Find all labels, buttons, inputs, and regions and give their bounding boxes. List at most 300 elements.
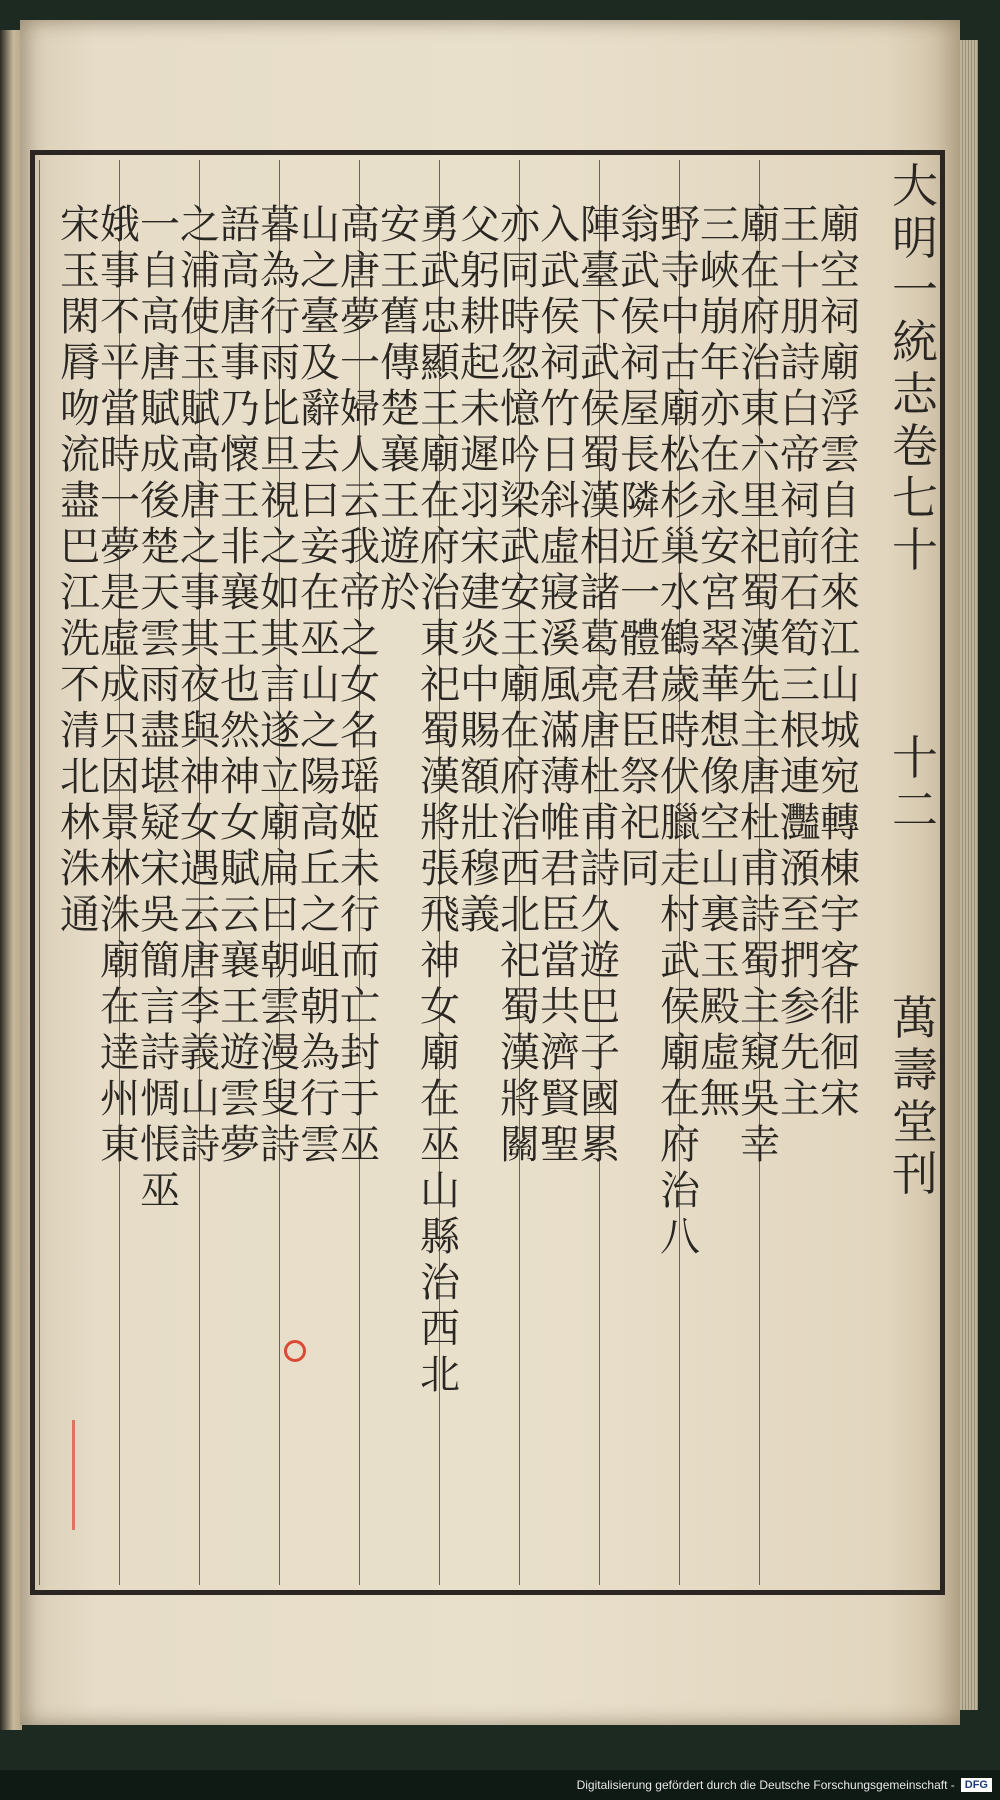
text-char: 天 — [140, 570, 180, 616]
text-char: 詩 — [780, 340, 820, 386]
text-char: 宋 — [60, 202, 100, 248]
text-char: 也 — [220, 662, 260, 708]
text-char: 其 — [180, 616, 220, 662]
text-char: 言 — [260, 662, 300, 708]
text-char: 朝 — [300, 984, 340, 1030]
text-char: 與 — [180, 708, 220, 754]
text-char: 溪 — [540, 616, 580, 662]
text-char: 白 — [780, 386, 820, 432]
text-char: 廟 — [500, 662, 540, 708]
text-char: 宋 — [820, 1076, 860, 1122]
text-char: 入 — [540, 202, 580, 248]
text-char: 洙 — [100, 892, 140, 938]
text-char: 建 — [460, 570, 500, 616]
text-char: 主 — [740, 984, 780, 1030]
text-char: 吳 — [140, 892, 180, 938]
text-char: 甫 — [580, 800, 620, 846]
text-char: 亦 — [500, 202, 540, 248]
text-char: 君 — [540, 846, 580, 892]
text-char: 羽 — [460, 478, 500, 524]
text-char: 下 — [580, 294, 620, 340]
text-char: 北 — [420, 1352, 460, 1398]
text-char: 扁 — [260, 846, 300, 892]
text-char: 之 — [180, 202, 220, 248]
text-char: 年 — [700, 340, 740, 386]
text-char: 筍 — [780, 616, 820, 662]
text-char: 雲 — [220, 1076, 260, 1122]
text-char: 我 — [340, 524, 380, 570]
text-char: 客 — [820, 938, 860, 984]
text-char: 一 — [100, 478, 140, 524]
text-char: 疑 — [140, 800, 180, 846]
text-char: 共 — [540, 984, 580, 1030]
text-char: 賦 — [140, 386, 180, 432]
text-char: 一 — [620, 570, 660, 616]
text-char: 立 — [260, 754, 300, 800]
text-char: 使 — [180, 294, 220, 340]
text-char: 舊 — [380, 294, 420, 340]
margin-char: 明 — [892, 211, 938, 265]
text-char: 幸 — [740, 1122, 780, 1168]
text-char: 女 — [420, 984, 460, 1030]
text-char: 走 — [660, 846, 700, 892]
text-char: 武 — [540, 248, 580, 294]
text-char: 云 — [220, 892, 260, 938]
text-char: 唐 — [340, 248, 380, 294]
text-char: 夢 — [100, 524, 140, 570]
text-char: 亡 — [340, 984, 380, 1030]
text-char: 行 — [300, 1076, 340, 1122]
text-char: 先 — [740, 662, 780, 708]
text-char: 唐 — [180, 478, 220, 524]
text-char: 臺 — [300, 294, 340, 340]
text-char: 徘 — [820, 984, 860, 1030]
text-char: 宋 — [460, 524, 500, 570]
text-char: 之 — [300, 892, 340, 938]
text-char: 唐 — [140, 340, 180, 386]
text-char: 祠 — [620, 340, 660, 386]
text-char: 高 — [300, 800, 340, 846]
text-char: 在 — [500, 708, 540, 754]
text-char: 甫 — [740, 846, 780, 892]
text-char: 日 — [540, 432, 580, 478]
text-char: 武 — [500, 524, 540, 570]
text-char: 瑶 — [340, 754, 380, 800]
text-char: 子 — [580, 1030, 620, 1076]
text-char: 虛 — [100, 616, 140, 662]
text-char: 叟 — [260, 1076, 300, 1122]
margin-char: 堂 — [892, 1095, 938, 1149]
text-char: 翠 — [700, 616, 740, 662]
text-char: 東 — [740, 386, 780, 432]
text-char: 祀 — [420, 662, 460, 708]
text-char: 祠 — [540, 340, 580, 386]
margin-char: 七 — [892, 471, 938, 525]
text-char: 屋 — [620, 386, 660, 432]
text-char: 曰 — [300, 478, 340, 524]
text-char: 相 — [580, 524, 620, 570]
text-char: 詩 — [740, 892, 780, 938]
text-char: 比 — [260, 386, 300, 432]
text-char: 盡 — [140, 708, 180, 754]
text-char: 宛 — [820, 754, 860, 800]
text-char: 平 — [100, 340, 140, 386]
text-char: 將 — [500, 1076, 540, 1122]
text-char: 逹 — [100, 1030, 140, 1076]
text-char: 賦 — [180, 386, 220, 432]
text-char: 王 — [500, 616, 540, 662]
text-char: 村 — [660, 892, 700, 938]
text-char: 耕 — [460, 294, 500, 340]
text-char: 陽 — [300, 754, 340, 800]
text-char: 寢 — [540, 570, 580, 616]
text-char: 在 — [700, 432, 740, 478]
text-char: 高 — [180, 432, 220, 478]
text-char: 在 — [420, 478, 460, 524]
text-char: 薄 — [540, 754, 580, 800]
text-char: 玉 — [60, 248, 100, 294]
text-char: 雲 — [820, 432, 860, 478]
text-char: 流 — [60, 432, 100, 478]
text-char: 安 — [380, 202, 420, 248]
text-char: 六 — [740, 432, 780, 478]
text-char: 葛 — [580, 616, 620, 662]
text-char: 祭 — [620, 754, 660, 800]
text-char: 浦 — [180, 248, 220, 294]
footer-text: Digitalisierung gefördert durch die Deutsche Forschungsgemeinschaft - — [576, 1778, 955, 1792]
text-char: 云 — [180, 892, 220, 938]
text-char: 人 — [340, 432, 380, 478]
text-char: 自 — [140, 248, 180, 294]
text-char: 行 — [260, 294, 300, 340]
text-char: 祀 — [620, 800, 660, 846]
text-char: 遊 — [220, 1030, 260, 1076]
text-char: 顯 — [420, 340, 460, 386]
text-char: 君 — [620, 662, 660, 708]
text-char: 隣 — [620, 478, 660, 524]
text-char: 將 — [420, 800, 460, 846]
text-char: 虛 — [700, 1030, 740, 1076]
text-char: 忽 — [500, 340, 540, 386]
red-circle-mark — [284, 1340, 306, 1362]
text-char: 炎 — [460, 616, 500, 662]
text-char: 遲 — [460, 432, 500, 478]
text-char: 襄 — [220, 570, 260, 616]
text-char: 東 — [100, 1122, 140, 1168]
text-char: 蜀 — [580, 432, 620, 478]
text-char: 詩 — [180, 1122, 220, 1168]
text-char: 之 — [340, 616, 380, 662]
text-char: 躬 — [460, 248, 500, 294]
text-char: 主 — [780, 1076, 820, 1122]
text-char: 諸 — [580, 570, 620, 616]
text-char: 巢 — [660, 524, 700, 570]
text-char: 吟 — [500, 432, 540, 478]
text-char: 義 — [180, 1030, 220, 1076]
text-char: 乃 — [220, 386, 260, 432]
text-char: 巫 — [140, 1168, 180, 1214]
text-char: 殿 — [700, 984, 740, 1030]
text-char: 轉 — [820, 800, 860, 846]
text-char: 丘 — [300, 846, 340, 892]
text-char: 王 — [780, 202, 820, 248]
text-char: 在 — [420, 1076, 460, 1122]
text-char: 治 — [420, 1260, 460, 1306]
text-char: 州 — [100, 1076, 140, 1122]
text-char: 女 — [180, 800, 220, 846]
text-char: 虛 — [540, 524, 580, 570]
text-char: 像 — [700, 754, 740, 800]
margin-char: 志 — [892, 367, 938, 421]
text-char: 在 — [740, 248, 780, 294]
text-char: 當 — [540, 938, 580, 984]
text-char: 神 — [420, 938, 460, 984]
text-char: 廟 — [820, 340, 860, 386]
dfg-logo: DFG — [961, 1778, 992, 1792]
text-char: 行 — [340, 892, 380, 938]
text-char: 高 — [140, 294, 180, 340]
text-column — [51, 202, 109, 1585]
text-char: 陣 — [580, 202, 620, 248]
text-char: 寺 — [660, 248, 700, 294]
text-char: 江 — [820, 616, 860, 662]
text-char: 國 — [580, 1076, 620, 1122]
text-char: 玉 — [180, 340, 220, 386]
text-char: 同 — [620, 846, 660, 892]
text-char: 西 — [500, 846, 540, 892]
text-char: 傳 — [380, 340, 420, 386]
text-char: 亮 — [580, 662, 620, 708]
text-char: 洗 — [60, 616, 100, 662]
text-char: 古 — [660, 340, 700, 386]
text-char: 府 — [420, 524, 460, 570]
text-char: 未 — [460, 386, 500, 432]
text-char: 侯 — [540, 294, 580, 340]
text-char: 閑 — [60, 294, 100, 340]
text-char: 遇 — [180, 846, 220, 892]
text-char: 成 — [140, 432, 180, 478]
text-char: 廟 — [420, 432, 460, 478]
text-char: 廟 — [660, 386, 700, 432]
text-char: 府 — [740, 294, 780, 340]
text-char: 時 — [100, 432, 140, 478]
text-char: 事 — [180, 570, 220, 616]
text-char: 飛 — [420, 892, 460, 938]
text-char: 朋 — [780, 294, 820, 340]
text-char: 石 — [780, 570, 820, 616]
text-char: 八 — [660, 1214, 700, 1260]
text-char: 唐 — [740, 754, 780, 800]
text-char: 巫 — [340, 1122, 380, 1168]
text-char: 漢 — [420, 754, 460, 800]
text-char: 帝 — [340, 570, 380, 616]
text-char: 風 — [540, 662, 580, 708]
text-char: 治 — [740, 340, 780, 386]
margin-char: 卷 — [892, 419, 938, 473]
text-char: 廟 — [260, 800, 300, 846]
text-char: 遊 — [380, 524, 420, 570]
text-char: 臘 — [660, 800, 700, 846]
text-char: 裏 — [700, 892, 740, 938]
text-char: 清 — [60, 708, 100, 754]
text-char: 空 — [700, 800, 740, 846]
text-char: 云 — [340, 478, 380, 524]
text-char: 雲 — [260, 984, 300, 1030]
text-char: 久 — [580, 892, 620, 938]
text-char: 臣 — [620, 708, 660, 754]
text-char: 松 — [660, 432, 700, 478]
text-char: 祀 — [500, 938, 540, 984]
text-char: 治 — [500, 800, 540, 846]
text-char: 山 — [180, 1076, 220, 1122]
text-char: 歲 — [660, 662, 700, 708]
text-char: 之 — [180, 524, 220, 570]
margin-char: 大 — [892, 159, 938, 213]
text-char: 曰 — [260, 892, 300, 938]
text-char: 参 — [780, 984, 820, 1030]
text-char: 于 — [340, 1076, 380, 1122]
text-char: 城 — [820, 708, 860, 754]
text-char: 王 — [220, 616, 260, 662]
text-char: 前 — [780, 524, 820, 570]
text-char: 侯 — [660, 984, 700, 1030]
text-char: 悵 — [140, 1122, 180, 1168]
text-char: 江 — [60, 570, 100, 616]
text-char: 神 — [180, 754, 220, 800]
text-char: 水 — [660, 570, 700, 616]
margin-char: 刊 — [892, 1147, 938, 1201]
text-char: 去 — [300, 432, 340, 478]
text-char: 廟 — [100, 938, 140, 984]
text-char: 捫 — [780, 938, 820, 984]
text-char: 武 — [660, 938, 700, 984]
text-char: 永 — [700, 478, 740, 524]
text-char: 斜 — [540, 478, 580, 524]
text-char: 王 — [420, 386, 460, 432]
text-char: 廟 — [660, 1030, 700, 1076]
text-char: 武 — [620, 248, 660, 294]
text-char: 徊 — [820, 1030, 860, 1076]
text-char: 其 — [260, 616, 300, 662]
text-char: 林 — [100, 846, 140, 892]
text-char: 濟 — [540, 1030, 580, 1076]
text-char: 惆 — [140, 1076, 180, 1122]
text-char: 吻 — [60, 386, 100, 432]
margin-char: 統 — [892, 315, 938, 369]
text-char: 浮 — [820, 386, 860, 432]
red-line-mark — [72, 1420, 75, 1530]
text-char: 山 — [820, 662, 860, 708]
text-char: 名 — [340, 708, 380, 754]
text-char: 只 — [100, 708, 140, 754]
text-char: 而 — [340, 938, 380, 984]
text-char: 洙 — [60, 846, 100, 892]
text-char: 然 — [220, 708, 260, 754]
text-char: 起 — [460, 340, 500, 386]
text-char: 臺 — [580, 248, 620, 294]
text-char: 遂 — [260, 708, 300, 754]
text-char: 府 — [660, 1122, 700, 1168]
text-char: 武 — [580, 340, 620, 386]
text-char: 詩 — [140, 1030, 180, 1076]
text-char: 侯 — [580, 386, 620, 432]
text-char: 後 — [140, 478, 180, 524]
text-char: 暮 — [260, 202, 300, 248]
text-char: 杜 — [740, 800, 780, 846]
text-char: 想 — [700, 708, 740, 754]
text-char: 東 — [420, 616, 460, 662]
text-char: 楚 — [140, 524, 180, 570]
text-char: 張 — [420, 846, 460, 892]
text-char: 之 — [300, 708, 340, 754]
text-char: 高 — [340, 202, 380, 248]
text-char: 語 — [220, 202, 260, 248]
margin-char: 萬 — [892, 991, 938, 1045]
text-char: 帝 — [780, 432, 820, 478]
text-char: 楚 — [380, 386, 420, 432]
text-char: 神 — [220, 754, 260, 800]
text-char: 額 — [460, 754, 500, 800]
text-char: 義 — [460, 892, 500, 938]
margin-char: 壽 — [892, 1043, 938, 1097]
text-char: 杜 — [580, 754, 620, 800]
text-char: 無 — [700, 1076, 740, 1122]
text-char: 宇 — [820, 892, 860, 938]
text-char: 在 — [660, 1076, 700, 1122]
text-char: 同 — [500, 248, 540, 294]
text-char: 高 — [220, 248, 260, 294]
text-char: 襄 — [380, 432, 420, 478]
text-char: 賜 — [460, 708, 500, 754]
text-char: 山 — [300, 202, 340, 248]
text-char: 憶 — [500, 386, 540, 432]
text-char: 治 — [420, 570, 460, 616]
text-char: 亦 — [700, 386, 740, 432]
text-char: 朝 — [260, 938, 300, 984]
text-char: 滿 — [540, 708, 580, 754]
text-char: 岨 — [300, 938, 340, 984]
text-char: 空 — [820, 248, 860, 294]
text-char: 當 — [100, 386, 140, 432]
margin-char: 十 — [892, 523, 938, 577]
text-char: 體 — [620, 616, 660, 662]
text-char: 廟 — [740, 202, 780, 248]
text-char: 長 — [620, 432, 660, 478]
text-char: 巴 — [60, 524, 100, 570]
text-char: 簡 — [140, 938, 180, 984]
text-char: 蜀 — [420, 708, 460, 754]
text-char: 在 — [300, 570, 340, 616]
text-char: 王 — [380, 248, 420, 294]
text-char: 灩 — [780, 800, 820, 846]
text-char: 雲 — [300, 1122, 340, 1168]
text-char: 安 — [700, 524, 740, 570]
text-char: 漫 — [260, 1030, 300, 1076]
text-char: 梁 — [500, 478, 540, 524]
text-char: 之 — [300, 248, 340, 294]
text-char: 唐 — [580, 708, 620, 754]
text-char: 及 — [300, 340, 340, 386]
text-char: 華 — [700, 662, 740, 708]
text-char: 山 — [420, 1168, 460, 1214]
text-char: 來 — [820, 570, 860, 616]
text-char: 帷 — [540, 800, 580, 846]
text-char: 累 — [580, 1122, 620, 1168]
text-char: 宋 — [140, 846, 180, 892]
text-char: 祠 — [820, 294, 860, 340]
text-char: 雨 — [260, 340, 300, 386]
text-char: 根 — [780, 708, 820, 754]
